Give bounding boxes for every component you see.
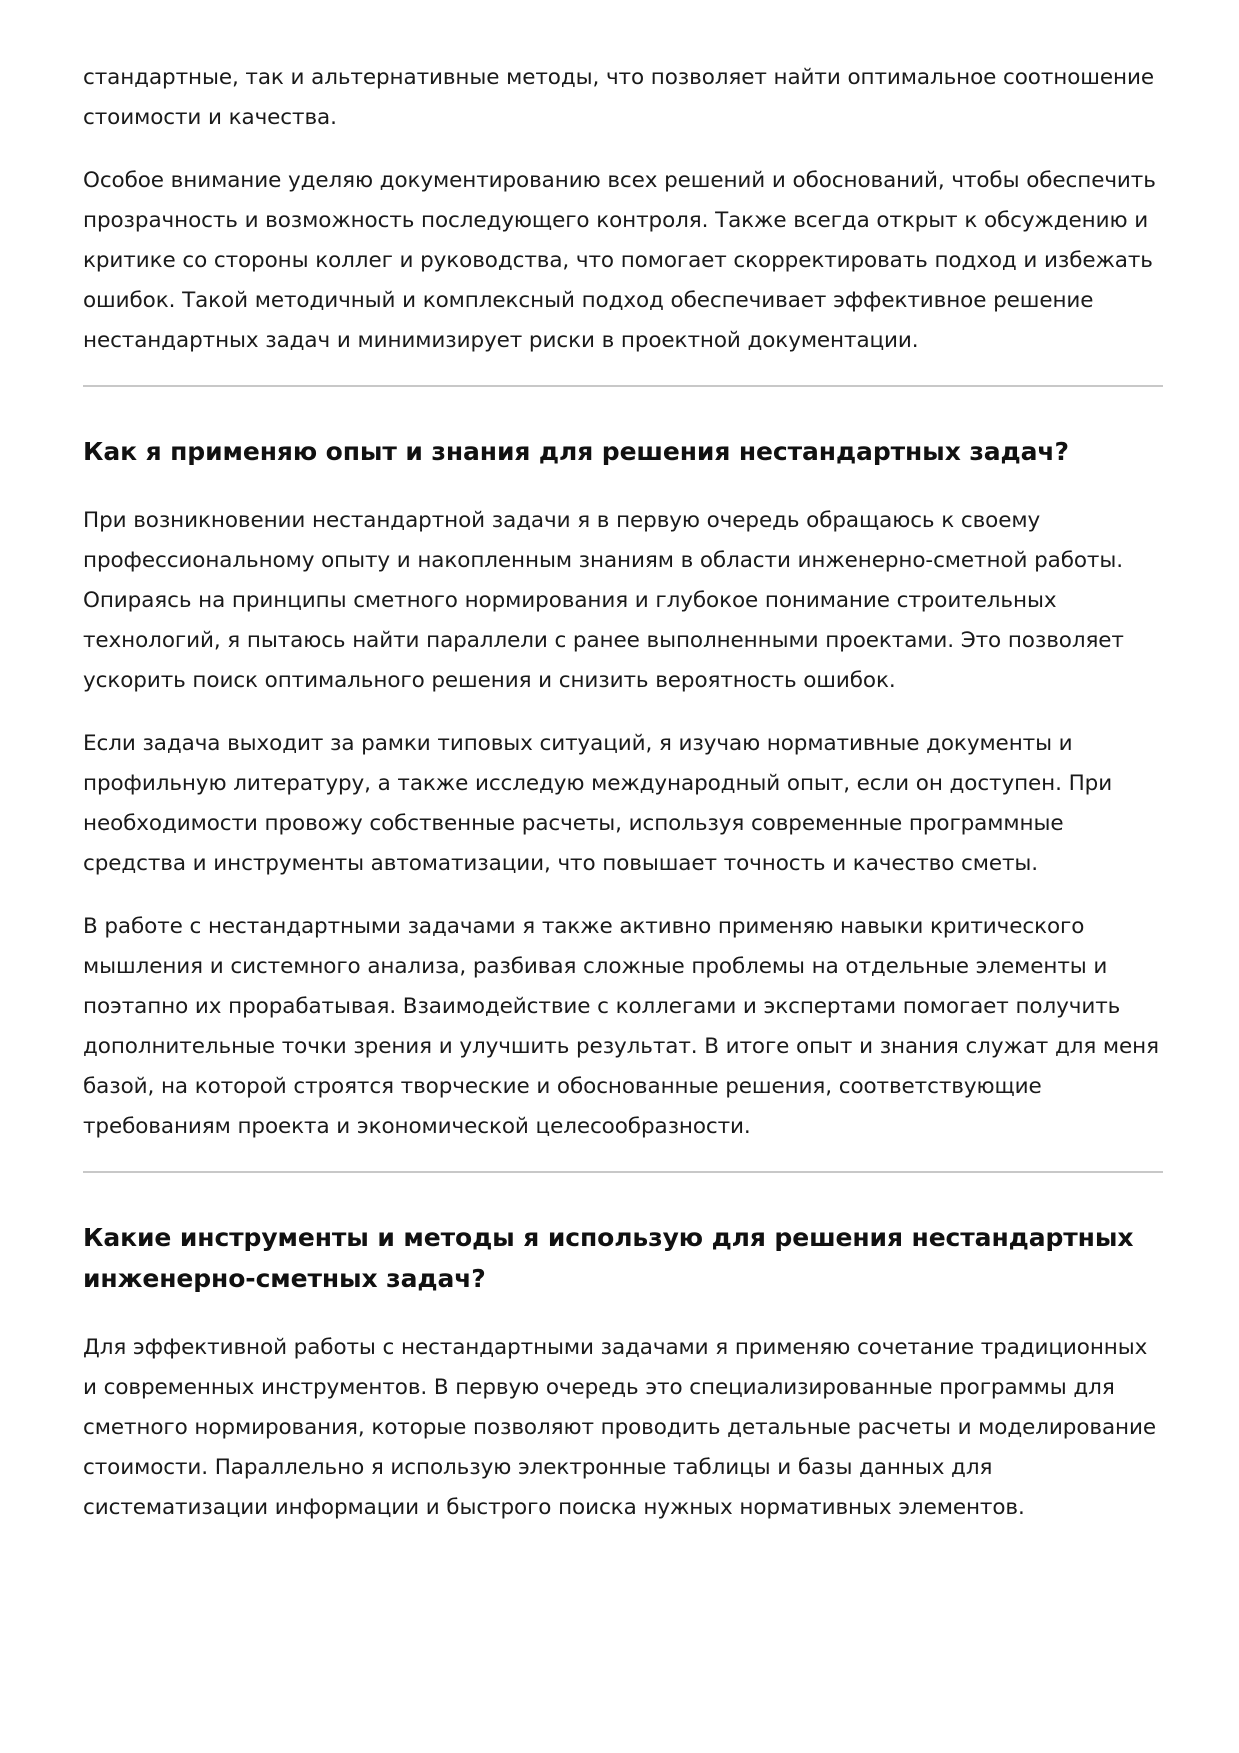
paragraph: Для эффективной работы с нестандартными задачами я применяю сочетание традиционных и современных инструментов. В первую очередь это специализированные программы для сметного нормирования, которые позволяют проводить детальные расчеты и моделирование стоимости. Параллельно я использую электронные таблицы и базы данных для систематизации информации и быстрого поиска нужных нормативных элементов. bbox=[83, 1335, 1156, 1520]
paragraph: стандартные, так и альтернативные методы, что позволяет найти оптимальное соотношение стоимости и качества. bbox=[83, 65, 1154, 130]
intro-section bbox=[83, 58, 1163, 361]
section-tools bbox=[83, 1217, 1163, 1528]
paragraph: При возникновении нестандартной задачи я в первую очередь обращаюсь к своему профессиональному опыту и накопленным знаниям в области инженерно-сметной работы. Опираясь на принципы сметного нормирования и глубокое понимание строительных технологий, я пытаюсь найти параллели с ранее выполненными проектами. Это позволяет ускорить поиск оптимального решения и снизить вероятность ошибок. bbox=[83, 508, 1124, 693]
document-page bbox=[83, 58, 1163, 1528]
paragraph: В работе с нестандартными задачами я также активно применяю навыки критического мышления и системного анализа, разбивая сложные проблемы на отдельные элементы и поэтапно их прорабатывая. Взаимодействие с коллегами и экспертами помогает получить дополнительные точки зрения и улучшить результат. В итоге опыт и знания служат для меня базой, на которой строятся творческие и обоснованные решения, соответствующие требованиям проекта и экономической целесообразности. bbox=[83, 914, 1159, 1139]
section-experience bbox=[83, 431, 1163, 1147]
section-divider bbox=[83, 1171, 1163, 1173]
paragraph: Особое внимание уделяю документированию всех решений и обоснований, чтобы обеспечить прозрачность и возможность последующего контроля. Также всегда открыт к обсуждению и критике со стороны коллег и руководства, что помогает скорректировать подход и избежать ошибок. Такой методичный и комплексный подход обеспечивает эффективное решение нестандартных задач и минимизирует риски в проектной документации. bbox=[83, 168, 1156, 353]
paragraph: Если задача выходит за рамки типовых ситуаций, я изучаю нормативные документы и профильную литературу, а также исследую международный опыт, если он доступен. При необходимости провожу собственные расчеты, используя современные программные средства и инструменты автоматизации, что повышает точность и качество сметы. bbox=[83, 731, 1113, 876]
section-heading: Какие инструменты и методы я использую для решения нестандартных инженерно-сметных задач? bbox=[83, 1223, 1134, 1293]
section-divider bbox=[83, 385, 1163, 387]
section-heading: Как я применяю опыт и знания для решения нестандартных задач? bbox=[83, 437, 1069, 466]
